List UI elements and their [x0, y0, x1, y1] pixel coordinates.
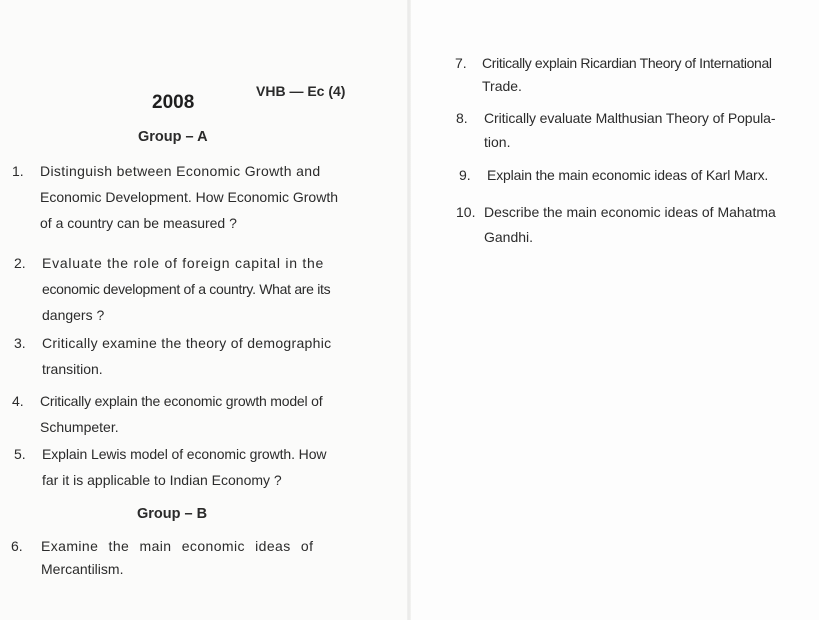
question-number: 9.	[459, 167, 471, 183]
question-line: Mercantilism.	[41, 561, 124, 577]
question-line: Economic Development. How Economic Growth	[40, 189, 339, 205]
question-number: 6.	[11, 538, 23, 554]
question-number: 5.	[14, 446, 26, 462]
page-gutter	[407, 0, 411, 620]
question-line: of a country can be measured ?	[40, 215, 237, 231]
question-number: 1.	[12, 163, 24, 179]
question-line: Explain the main economic ideas of Karl Marx.	[487, 167, 769, 183]
question-line: Gandhi.	[484, 229, 534, 245]
question-number: 10.	[456, 204, 476, 220]
question-line: Evaluate the role of foreign capital in the	[42, 255, 325, 271]
question-line: Distinguish between Economic Growth and	[40, 163, 321, 179]
question-line: Schumpeter.	[40, 419, 119, 435]
question-line: Critically evaluate Malthusian Theory of Popula-	[484, 110, 776, 126]
group-a-heading: Group – A	[138, 129, 208, 145]
question-line: Describe the main economic ideas of Mahatma	[484, 204, 776, 220]
question-line: Critically explain Ricardian Theory of International	[482, 55, 772, 71]
question-number: 7.	[455, 55, 467, 71]
question-number: 8.	[456, 110, 468, 126]
question-line: Critically examine the theory of demographic	[42, 335, 332, 351]
question-line: transition.	[42, 361, 103, 377]
question-line: economic development of a country. What are its	[42, 281, 331, 297]
question-number: 4.	[12, 393, 24, 409]
question-line: dangers ?	[42, 307, 105, 323]
question-line: Critically explain the economic growth model of	[40, 393, 323, 409]
question-line: Explain Lewis model of economic growth. How	[42, 446, 327, 462]
question-line: far it is applicable to Indian Economy ?	[42, 472, 282, 488]
exam-year: 2008	[152, 92, 195, 113]
question-line: Examine the main economic ideas of	[41, 538, 314, 554]
question-line: Trade.	[482, 78, 522, 94]
question-number: 2.	[14, 255, 26, 271]
question-line: tion.	[484, 134, 511, 150]
paper-code: VHB — Ec (4)	[256, 83, 346, 99]
question-number: 3.	[14, 335, 26, 351]
group-b-heading: Group – B	[137, 506, 208, 522]
